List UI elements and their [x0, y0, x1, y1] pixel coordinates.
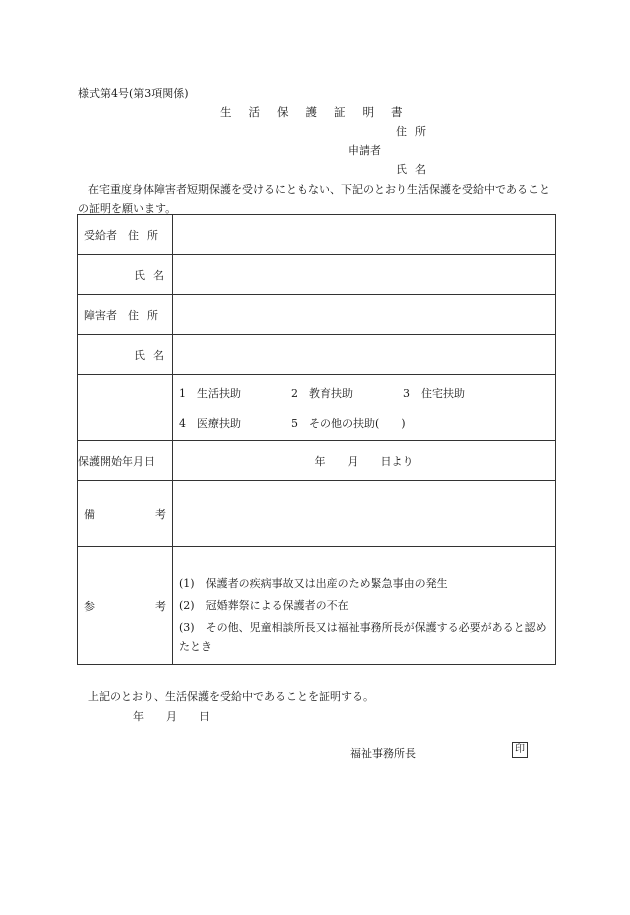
- recipient-address-field[interactable]: [173, 215, 556, 255]
- aid-type-label-cell: [78, 375, 173, 441]
- aid-option-living[interactable]: 1 生活扶助: [179, 386, 241, 400]
- disabled-name-label: 氏名: [134, 348, 172, 362]
- disabled-address-field[interactable]: [173, 295, 556, 335]
- recipient-name-field[interactable]: [173, 255, 556, 295]
- reference-cell: [173, 547, 556, 665]
- remarks-label-2: 考: [155, 507, 166, 521]
- reference-item-3: (3) その他、児童相談所長又は福祉事務所長が保護する必要があると認めたとき: [179, 621, 547, 653]
- disabled-person-label: 障害者: [84, 308, 117, 322]
- aid-option-housing[interactable]: 3 住宅扶助: [403, 386, 465, 400]
- start-date-value: 年 月 日より: [314, 454, 414, 468]
- certification-text: 上記のとおり、生活保護を受給中であることを証明する。: [88, 690, 374, 703]
- form-number: 様式第4号(第3項関係): [78, 87, 189, 100]
- aid-option-medical[interactable]: 4 医療扶助: [179, 416, 241, 430]
- disabled-name-cell: [78, 335, 173, 375]
- remarks-label-1: 備: [84, 507, 95, 521]
- reference-label-cell: [78, 547, 173, 665]
- office-title: 福祉事務所長: [350, 747, 416, 760]
- intro-text: 在宅重度身体障害者短期保護を受けるにともない、下記のとおり生活保護を受給中であることの証明を願います。: [78, 183, 550, 215]
- certification-date: 年 月 日: [133, 710, 210, 723]
- applicant-label: 申請者: [348, 144, 381, 157]
- reference-label-2: 考: [155, 599, 166, 613]
- applicant-name-label: 氏名: [396, 163, 434, 176]
- seal-mark: 印: [512, 742, 528, 758]
- disabled-address-cell: [78, 295, 173, 335]
- remarks-label-cell: [78, 481, 173, 547]
- applicant-address-label: 住所: [396, 125, 434, 138]
- aid-option-education[interactable]: 2 教育扶助: [291, 386, 353, 400]
- reference-item-2: (2) 冠婚葬祭による保護者の不在: [179, 599, 349, 612]
- aid-options-cell: [173, 375, 556, 441]
- aid-option-other[interactable]: 5 その他の扶助( ): [291, 416, 406, 430]
- document-title: 生活保護証明書: [220, 105, 420, 119]
- recipient-name-label: 氏名: [134, 268, 172, 282]
- reference-item-1: (1) 保護者の疾病事故又は出産のため緊急事由の発生: [179, 577, 448, 590]
- recipient-label: 受給者: [84, 228, 117, 242]
- recipient-name-cell: [78, 255, 173, 295]
- start-date-field[interactable]: [173, 441, 556, 481]
- disabled-name-field[interactable]: [173, 335, 556, 375]
- start-date-label: 保護開始年月日: [78, 454, 155, 468]
- recipient-address-cell: [78, 215, 173, 255]
- remarks-field[interactable]: [173, 481, 556, 547]
- disabled-address-label: 住所: [128, 308, 166, 322]
- start-date-label-cell: [78, 441, 173, 481]
- certificate-table: [77, 214, 556, 665]
- reference-label-1: 参: [84, 599, 95, 613]
- recipient-address-label: 住所: [128, 228, 166, 242]
